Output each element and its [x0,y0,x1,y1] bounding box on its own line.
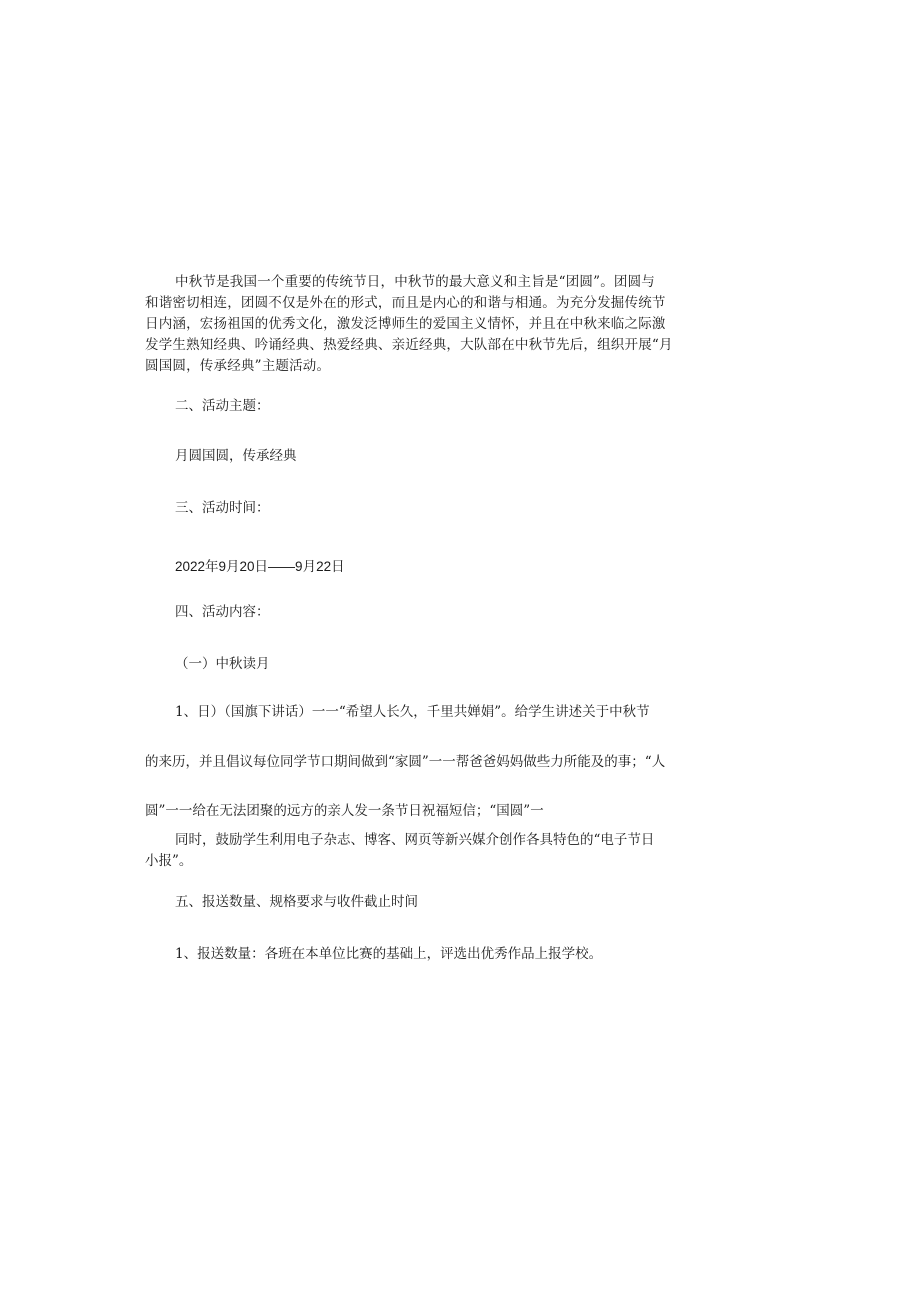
intro-line-1: 中秋节是我国一个重要的传统节日，中秋节的最大意义和主旨是“团圆”。团圆与 [175,274,656,290]
section-4-item-1-line-4: 同时，鼓励学生利用电子杂志、博客、网页等新兴媒介创作各具特色的“电子节日 [175,832,655,848]
section-4-heading: 四、活动内容： [175,604,270,620]
intro-line-5: 圆国圆，传承经典”主题活动。 [145,358,331,374]
intro-line-3: 日内涵，宏扬祖国的优秀文化，激发泛博师生的爱国主义情怀，并且在中秋来临之际激 [145,316,666,332]
section-3-heading: 三、活动时间： [175,500,270,516]
section-4-subheading: （一）中秋读月 [175,656,270,672]
section-5-item-1: 1、报送数量：各班在本单位比赛的基础上，评选出优秀作品上报学校。 [175,946,603,962]
section-4-item-1-line-5: 小报”。 [145,853,193,869]
section-4-item-1-line-3: 圆”一一给在无法团聚的远方的亲人发一条节日祝福短信；“国圆”一 [145,803,544,819]
section-2-heading: 二、活动主题： [175,398,270,414]
section-5-heading: 五、报送数量、规格要求与收件截止时间 [175,894,418,910]
intro-paragraph [145,272,715,377]
intro-line-2: 和谐密切相连，团圆不仅是外在的形式，而且是内心的和谐与相通。为充分发掘传统节 [145,295,666,311]
intro-line-4: 发学生熟知经典、吟诵经典、热爱经典、亲近经典，大队部在中秋节先后，组织开展“月 [145,337,673,353]
section-4-item-1-line-2: 的来历，并且倡议每位同学节口期间做到“家圆”一一帮爸爸妈妈做些力所能及的事；“人 [145,754,666,770]
section-3-body: 2022年9月20日——9月22日 [175,559,345,574]
section-2-body: 月圆国圆，传承经典 [175,448,297,464]
section-4-item-1-line-1: 1、日）（国旗下讲话）一一“希望人长久，千里共婵娟”。给学生讲述关于中秋节 [175,704,650,720]
